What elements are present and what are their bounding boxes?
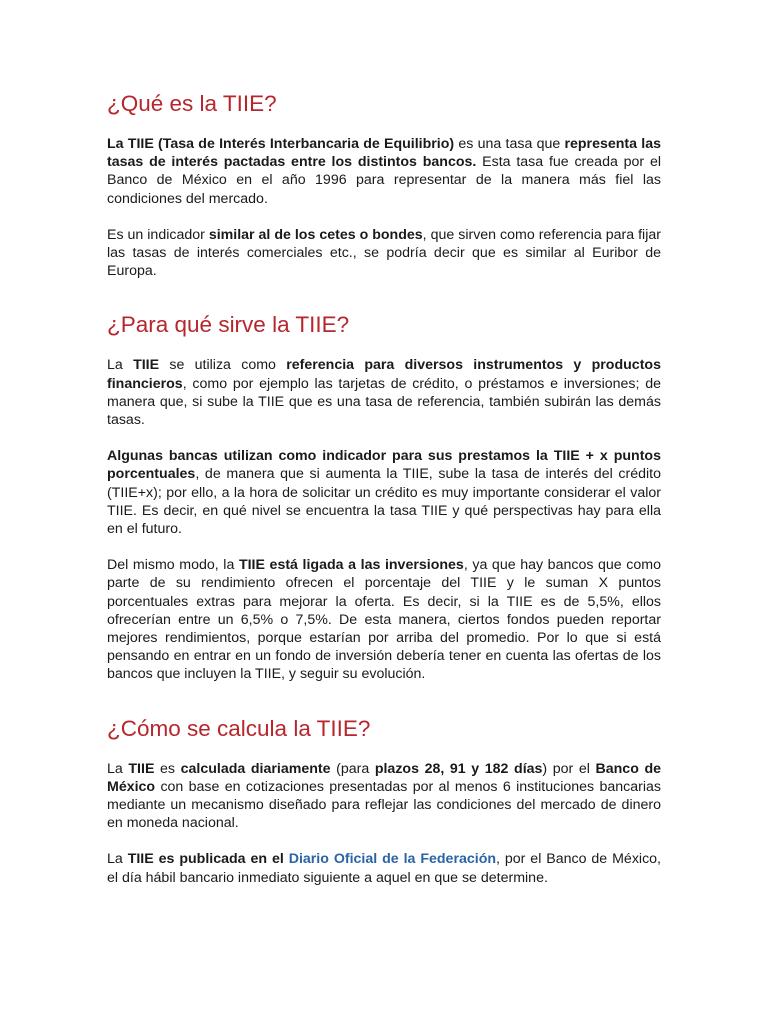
text-run: es [154, 760, 181, 777]
paragraph-referencia [107, 356, 661, 429]
bold-text-run: calculada diariamente [180, 760, 331, 777]
bold-text-run: TIIE está ligada a las inversiones [238, 557, 464, 574]
paragraph-prestamos [107, 447, 661, 538]
paragraph-definicion [107, 135, 661, 208]
paragraph-calculo [107, 760, 661, 833]
bold-text-run: representa las tasas de interés pactadas entre los distintos bancos. [107, 136, 661, 171]
bold-text-run: similar al de los cetes o bondes [208, 226, 423, 243]
heading-como-se-calcula: ¿Cómo se calcula la TIIE? [107, 715, 371, 741]
text-run: La [107, 760, 129, 777]
bold-text-run: referencia para diversos instrumentos y productos financieros [107, 357, 661, 392]
text-run: , por el Banco de México, el día hábil bancario inmediato siguiente a aquel en que se determine. [107, 851, 661, 886]
text-run: , como por ejemplo las tarjetas de crédito, o préstamos e inversiones; de manera que, si sube la TIIE que es una tasa de referencia, también subirán las demás tasas. [107, 375, 661, 429]
text-run: se utiliza como [159, 357, 287, 374]
diario-oficial-link[interactable]: Diario Oficial de la Federación [288, 851, 497, 868]
text-run: La [107, 357, 134, 374]
text-run: ) por el [542, 760, 596, 777]
paragraph-inversiones [107, 556, 661, 683]
section-que-es [107, 90, 661, 280]
bold-text-run: Algunas bancas utilizan como indicador para sus prestamos la TIIE + x puntos porcentuales [107, 448, 661, 483]
text-run: Es un indicador [107, 226, 209, 243]
bold-text-run: TIIE [128, 760, 155, 777]
text-run: Del mismo modo, la [107, 557, 239, 574]
text-run: con base en cotizaciones presentadas por al menos 6 instituciones bancarias mediante un mecanismo diseñado para reflejar las condiciones del mercado de dinero en moneda nacional. [107, 778, 661, 832]
document-content [107, 90, 661, 887]
text-run: (para [330, 760, 375, 777]
bold-text-run: Banco de México [107, 760, 662, 795]
section-como-se-calcula [107, 715, 661, 887]
heading-que-es: ¿Qué es la TIIE? [107, 91, 277, 116]
text-run: , que sirven como referencia para fijar las tasas de interés comerciales etc., se podría decir que es similar al Euribor de Europa. [107, 226, 661, 280]
section-para-que-sirve [107, 311, 661, 683]
text-run: es una tasa que [454, 136, 565, 152]
text-run: , ya que hay bancos que como parte de su rendimiento ofrecen el porcentaje del TIIE y le suman X puntos porcentuales extras para mejorar la oferta. Es decir, si la TIIE es de 5,5%, ellos ofrecerían entre un 6,5% o 7,5%. De esta manera, ciertos fondos pueden reportar mejores rendimientos, porque estarían por arriba del promedio. Por lo que si está pensando en entrar en un fondo de inversión debería tener en cuenta las ofertas de los bancos que incluyen la TIIE, y seguir su evolución. [107, 557, 661, 683]
paragraph-indicador [107, 226, 661, 281]
bold-text-run: TIIE es publicada en el [127, 851, 284, 868]
text-run: Esta tasa fue creada por el Banco de México en el año 1996 para representar de la manera más fiel las condiciones del mercado. [107, 154, 661, 207]
text-run: La [107, 851, 128, 868]
heading-para-que-sirve: ¿Para qué sirve la TIIE? [107, 312, 350, 338]
bold-text-run: TIIE [133, 357, 160, 374]
bold-text-run: La TIIE (Tasa de Interés Interbancaria de Equilibrio) [107, 136, 455, 152]
bold-text-run: plazos 28, 91 y 182 días [374, 760, 543, 777]
paragraph-publicacion [107, 850, 661, 886]
text-run: , de manera que si aumenta la TIIE, sube la tasa de interés del crédito (TIIE+x); por ello, a la hora de solicitar un crédito es muy importante considerar el valor TIIE. Es decir, en qué nivel se encuentra la tasa TIIE y qué perspectivas hay para ella en el futuro. [107, 466, 661, 538]
